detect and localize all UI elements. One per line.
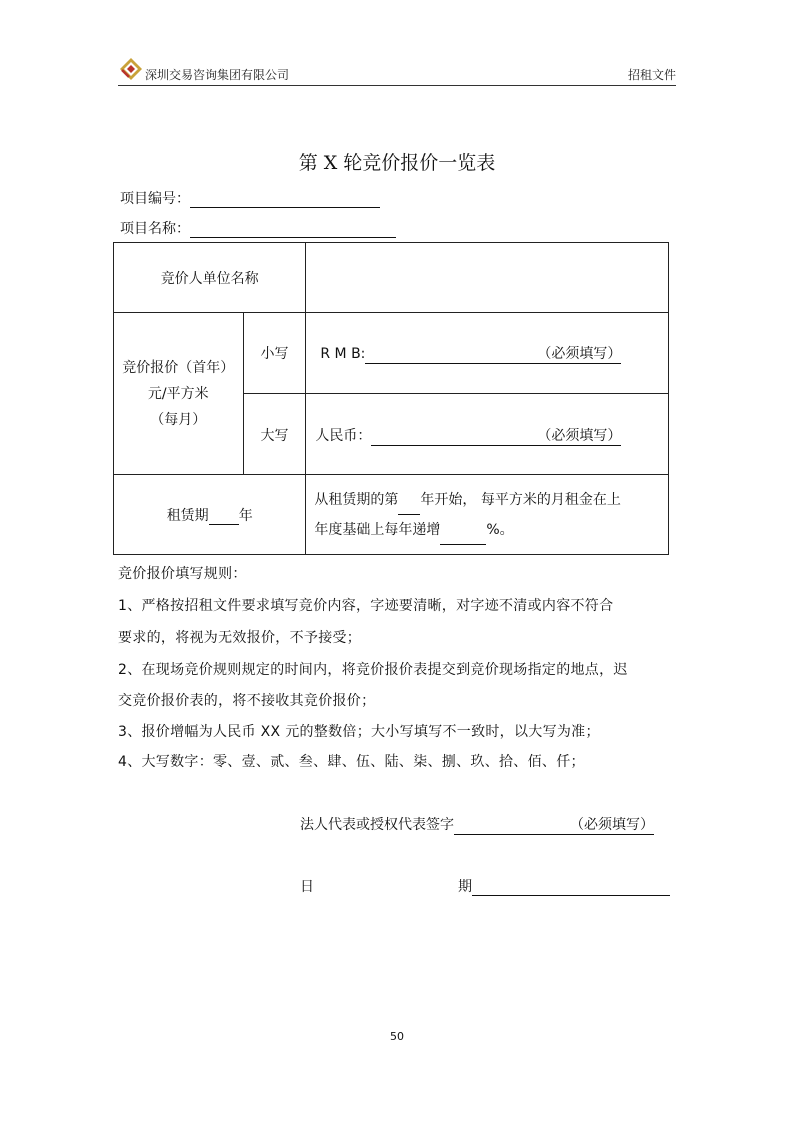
- lease-years-field[interactable]: [209, 510, 239, 525]
- big-label: 大写: [260, 428, 289, 444]
- date-label-period: 期: [458, 879, 472, 895]
- bid-quote-table: [113, 242, 669, 555]
- increase-line1-suffix: 年开始， 每平方米的月租金在上: [420, 491, 621, 508]
- big-amount-cell: [306, 394, 669, 475]
- rule-line-4: 交竞价报价表的，将不接收其竞价报价；: [118, 693, 376, 709]
- increase-start-year-field[interactable]: [398, 500, 420, 515]
- signature-required-note: （必须填写）: [570, 817, 654, 833]
- small-prefix: R M B:: [320, 346, 366, 362]
- page-number: 50: [390, 1030, 404, 1043]
- bidder-name-label-cell: [114, 243, 306, 313]
- project-number-field[interactable]: [190, 193, 380, 208]
- date-row: [458, 876, 670, 896]
- increase-line1-prefix: 从租赁期的第: [314, 491, 399, 508]
- increase-rate-field[interactable]: [440, 530, 486, 545]
- rule-line-2: 要求的，将视为无效报价，不予接受；: [118, 630, 362, 646]
- rule-line-6: 4、大写数字：零、壹、贰、叁、肆、伍、陆、柒、捌、玖、拾、佰、仟；: [118, 754, 585, 770]
- project-name-label: 项目名称：: [120, 221, 190, 237]
- project-name-field[interactable]: [190, 223, 396, 238]
- header-company: 深圳交易咨询集团有限公司: [145, 68, 290, 82]
- lease-label-suffix: 年: [238, 507, 253, 524]
- project-name-row: [120, 218, 396, 238]
- header-divider: [118, 85, 676, 86]
- header-doc-type: 招租文件: [627, 68, 676, 82]
- increase-cell: [306, 475, 669, 555]
- rule-line-3: 2、在现场竞价规则规定的时间内，将竞价报价表提交到竞价现场指定的地点，迟: [118, 662, 628, 678]
- lease-term-cell: [114, 475, 306, 555]
- lease-label-prefix: 租赁期: [166, 507, 209, 524]
- increase-line2: [314, 515, 668, 545]
- page-title: 第 X 轮竞价报价一览表: [298, 152, 496, 174]
- bidder-name-field[interactable]: [306, 243, 669, 313]
- date-field[interactable]: [472, 881, 670, 896]
- date-label-day: 日: [300, 879, 314, 895]
- big-required-note: （必须填写）: [537, 428, 622, 444]
- company-logo: [119, 57, 143, 81]
- quote-label-line2: 元/平方米: [147, 385, 209, 402]
- signature-field[interactable]: [454, 814, 654, 835]
- increase-line1: [314, 485, 668, 515]
- small-label: 小写: [260, 346, 289, 362]
- small-amount-field[interactable]: [365, 343, 621, 364]
- rule-line-5: 3、报价增幅为人民币 XX 元的整数倍；大小写填写不一致时，以大写为准；: [118, 724, 600, 740]
- small-label-cell: [243, 313, 306, 394]
- signature-label: 法人代表或授权代表签字: [300, 817, 454, 833]
- increase-line2-prefix: 年度基础上每年递增: [314, 521, 441, 538]
- bidder-name-label: 竞价人单位名称: [160, 270, 259, 287]
- big-label-cell: [243, 394, 306, 475]
- quote-label-cell: [114, 313, 244, 475]
- small-amount-cell: [306, 313, 669, 394]
- rules-heading: 竞价报价填写规则：: [118, 566, 247, 582]
- big-prefix: 人民币：: [315, 428, 372, 444]
- rule-line-1: 1、严格按招租文件要求填写竞价内容，字迹要清晰，对字迹不清或内容不符合: [118, 598, 614, 614]
- increase-line2-suffix: %。: [486, 521, 514, 538]
- project-number-row: [120, 188, 380, 208]
- project-number-label: 项目编号：: [120, 191, 190, 207]
- small-required-note: （必须填写）: [537, 346, 622, 362]
- quote-label-line3: （每月）: [150, 411, 207, 428]
- big-amount-field[interactable]: [371, 425, 621, 446]
- quote-label-line1: 竞价报价（首年）: [122, 359, 235, 376]
- signature-row: [300, 814, 654, 835]
